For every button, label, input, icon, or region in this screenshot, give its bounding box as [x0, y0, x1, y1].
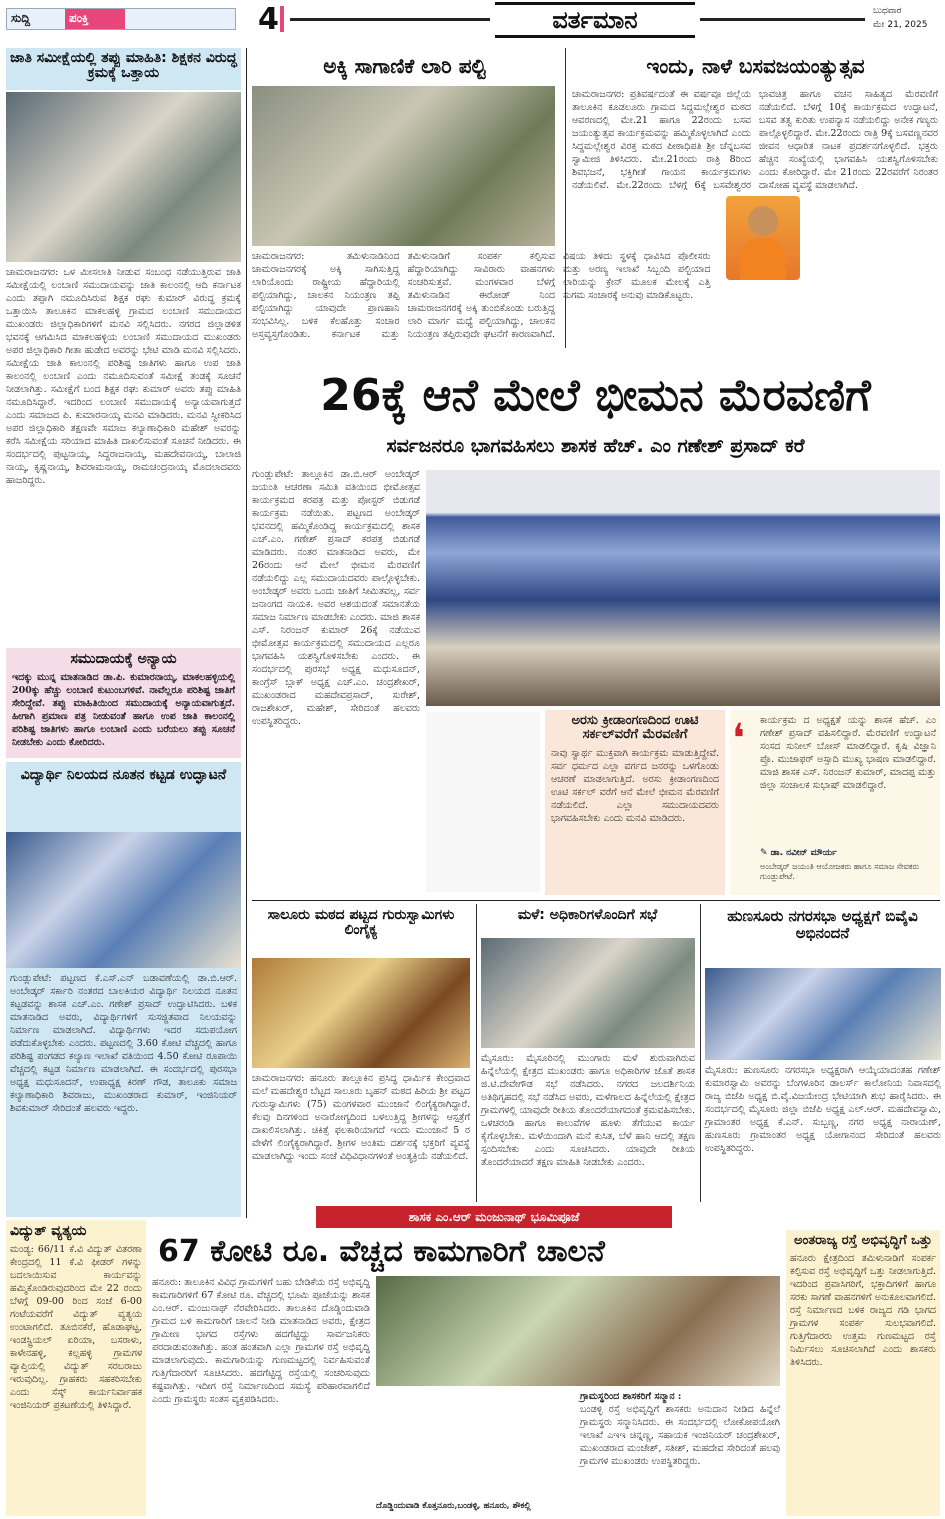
saluru-headline: ಸಾಲೂರು ಮಠದ ಪಟ್ಟದ ಗುರುಸ್ವಾಮಿಗಳು ಲಿಂಗೈಕ್ಯ — [267, 907, 455, 939]
section-left: ಸುದ್ದಿ — [11, 11, 31, 25]
rice-lorry-photo — [252, 86, 555, 246]
works-sub-lead: ಗ್ರಾಮಸ್ಥರಿಂದ ಶಾಸಕರಿಗೆ ಸನ್ಮಾನ : — [580, 1391, 682, 1402]
saluru-article — [252, 904, 470, 1202]
procession-headline: ಅರಸು ಕ್ರೀಡಾಂಗಣದಿಂದ ಊಟಿ ಸರ್ಕಲ್‌ವರೆಗೆ ಮೆರವಣಿಗೆ — [571, 713, 699, 743]
issue-date: ಮೇ 21, 2025 — [873, 20, 928, 30]
quote-role: ಅಂಬೇಡ್ಕರ್ ಜಯಂತಿ ಆಯೋಜಕರು ಹಾಗೂ ಸಮಾಜ ಸೇವಕರು ಗುಂಡ್ಲುಪೇಟೆ. — [760, 862, 920, 881]
quote-box — [730, 710, 940, 895]
hostel-body: ಗುಂಡ್ಲುಪೇಟೆ: ಪಟ್ಟಣದ ಕೆ.ಎಸ್.ಎನ್ ಬಡಾವಣೆಯಲ್ಲಿ ಡಾ.ಬಿ.ಆರ್. ಅಂಬೇಡ್ಕರ್ ಸರ್ಕಾರಿ ನಂತರದ ಬಾಲಕಿಯರ ವಿದ್ಯಾರ್ಥಿ ನಿಲಯದ ನೂತನ ಕಟ್ಟಡವನ್ನು ಶಾಸಕ ಎಚ್.ಎಂ. ಗಣೇಶ್ ಪ್ರಸಾದ್ ಉದ್ಘಾಟಿಸಿದರು. ಬಳಿಕ ಮಾತನಾಡಿದ ಅವರು, ವಿದ್ಯಾರ್ಥಿಗಳಿಗೆ ಸುಸಜ್ಜಿತವಾದ ನಿಲಯವನ್ನು ನಿರ್ಮಾಣ ಮಾಡಲಾಗಿದೆ. ವಿದ್ಯಾರ್ಥಿಗಳು ಇದರ ಸದುಪಯೋಗ ಪಡೆದುಕೊಳ್ಳಬೇಕು ಎಂದರು. ಪಟ್ಟಣದಲ್ಲಿ 3.60 ಕೋಟಿ ವೆಚ್ಚದಲ್ಲಿ ಹಾಗೂ ಪರಿಶಿಷ್ಟ ಪಂಗಡದ ಕಲ್ಯಾಣ ಇಲಾಖೆ ವತಿಯಿಂದ 4.50 ಕೋಟಿ ರೂಪಾಯಿ ವೆಚ್ಚದಲ್ಲಿ ಕಟ್ಟಡ ನಿರ್ಮಾಣ ಮಾಡಲಾಗಿದೆ. ಈ ಸಂದರ್ಭದಲ್ಲಿ ಪುರಸಭಾ ಅಧ್ಯಕ್ಷ ಮಧುಸೂದನ್, ಉಪಾಧ್ಯಕ್ಷ ಕಿರಣ್ ಗೌಡ, ತಾಲೂಕು ಸಮಾಜ ಕಲ್ಯಾಣಾಧಿಕಾರಿ ಶಿವರಾಜು, ಮುಖಂಡರಾದ ಕುಮಾರ್, ಇಂಜಿನಿಯರ್ ಶಿವಕುಮಾರ್ ಸೇರಿದಂತೆ ಹಲವರು ಇದ್ದರು. — [10, 973, 237, 1114]
masthead — [0, 0, 945, 44]
interstate-road-headline: ಅಂತರಾಜ್ಯ ರಸ್ತೆ ಅಭಿವೃದ್ಧಿಗೆ ಒತ್ತು — [793, 1233, 933, 1248]
section-right: ಪಂಕ್ತಿ — [65, 9, 125, 29]
works-photo — [376, 1276, 780, 1386]
interstate-road-box — [786, 1230, 940, 1516]
rain-photo — [481, 938, 695, 1048]
community-injustice-box — [6, 648, 241, 758]
hunsur-photo — [705, 968, 941, 1060]
rain-article — [476, 904, 694, 1202]
paper-name: ವರ್ತಮಾನ — [495, 2, 695, 38]
bhima-poster-photo — [426, 470, 940, 706]
caste-survey-photo — [6, 92, 241, 262]
quote-text: ಕಾರ್ಯಕ್ರಮ ದ ಅಧ್ಯಕ್ಷತೆ ಯನ್ನು ಶಾಸಕ ಹೆಚ್. ಎಂ ಗಣೇಶ್ ಪ್ರಸಾದ್ ವಹಿಸಲಿದ್ದಾರೆ. ಮೆರವಣಿಗೆ ಉದ್ಘಾಟನೆ ಸಂಸದ ಸುನೀಲ್ ಬೋಸ್ ಮಾಡಲಿದ್ದಾರೆ. ಕೃಷಿ ವಿಜ್ಞಾನಿ ಪ್ರೊ. ಮುಜಾಫರ್ ಅಸ್ಸಾದಿ ಮುಖ್ಯ ಭಾಷಣ ಮಾಡಲಿದ್ದಾರೆ. ಮಾಜಿ ಶಾಸಕ ಎಸ್. ನಿರಂಜನ್ ಕುಮಾರ್, ಮಾದಪ್ಪ ಮತ್ತು ಜಿಲ್ಲಾ ಸಂಚಾಲಕ ಸುಭಾಷ್ ಮಾಡಲಿದ್ದಾರೆ. — [760, 715, 936, 791]
quote-mark: ❛ — [732, 716, 745, 762]
works-body-bold: ದೊಡ್ಡಿಂದುವಾಡಿ ಕೊತ್ತನೂರು,ಬಂಡಳ್ಳಿ, ಹನೂರು, ಶೌಕಲ್ಲಿ — [376, 1501, 531, 1511]
rice-lorry-headline: ಅಕ್ಕಿ ಸಾಗಾಣಿಕೆ ಲಾರಿ ಪಲ್ಟಿ — [323, 54, 486, 78]
caste-survey-body: ಚಾಮರಾಜನಗರ: ಒಳ ಮೀಸಲಾತಿ ನೀಡುವ ಸಂಬಂಧ ನಡೆಯುತ್ತಿರುವ ಜಾತಿ ಸಮೀಕ್ಷೆಯಲ್ಲಿ ಲಂಬಾಣಿ ಸಮುದಾಯವನ್ನು ಜಾತಿ ಕಾಲಂನಲ್ಲಿ ಆದಿ ಕರ್ನಾಟಕ ಎಂದು ತಪ್ಪಾಗಿ ನಮೂದಿಸಿರುವ ಶಿಕ್ಷಕ ರಘು ಕುಮಾರ್ ವಿರುದ್ಧ ಕ್ರಮಕ್ಕೆ ಒತ್ತಾಯಿಸಿ ತಾಲೂಕಿನ ಮಾಕಲಹಳ್ಳಿ ಗ್ರಾಮದ ಲಂಬಾಣಿ ಸಮುದಾಯದ ಮುಖಂಡರು ಜಿಲ್ಲಾಧಿಕಾರಿಗಳಿಗೆ ಮನವಿ ಸಲ್ಲಿಸಿದರು. ನಗರದ ಜಿಲ್ಲಾಡಳಿತ ಭವನಕ್ಕೆ ಆಗಮಿಸಿದ ಮಾಕಲಹಳ್ಳಿಯ ಲಂಬಾಣಿ ಸಮುದಾಯದ ಮುಖಂಡರು ಅಪರ ಜಿಲ್ಲಾಧಿಕಾರಿ ಗೀತಾ ಹುಡೇದ ಅವರನ್ನು ಭೇಟಿ ಮಾಡಿ ಮನವಿ ಸಲ್ಲಿಸಿದರು. ಸಮೀಕ್ಷೆಯ ಜಾತಿ ಕಾಲಂನಲ್ಲಿ ಪರಿಶಿಷ್ಟ ಜಾತಿಗಳು ಹಾಗೂ ಉಪ ಜಾತಿ ಕಾಲಂನಲ್ಲಿ ಲಂಬಾಣಿ ಎಂದು ನಮೂದಿಸುವಂತೆ ಸಮೀಕ್ಷೆ ತಂಡಕ್ಕೆ ಸೂಚನೆ ನೀಡಲಾಗಿತ್ತು. ಸಮೀಕ್ಷೆಗೆ ಬಂದ ಶಿಕ್ಷಕ ರಘು ಕುಮಾರ್ ಅವರು ತಪ್ಪು ಮಾಹಿತಿ ನಮೂದಿಸಿದ್ದಾರೆ. ಇದರಿಂದ ಲಂಬಾಣಿ ಸಮುದಾಯಕ್ಕೆ ಅನ್ಯಾಯವಾಗುತ್ತದೆ ಎಂದು ಸಮಾಜದ ಪಿ. ಕುಮಾರನಾಯ್ಕ ಮನವಿ ಮಾಡಿದರು. ಮನವಿ ಸ್ವೀಕರಿಸಿದ ಅಪರ ಜಿಲ್ಲಾಧಿಕಾರಿ ತಕ್ಷಣವೇ ಸಮಾಜ ಕಲ್ಯಾಣಾಧಿಕಾರಿ ಮಹೇಶ್ ಅವರನ್ನು ಕರೆಸಿ ಸಮೀಕ್ಷೆಯ ಸರಿಯಾದ ಮಾಹಿತಿ ದಾಖಲಿಸುವಂತೆ ಸೂಚನೆ ನೀಡಿದರು. ಈ ಸಂದರ್ಭದಲ್ಲಿ ಪುಟ್ಟನಾಯ್ಕ, ಸಿದ್ದರಾಜನಾಯ್ಕ, ಮಹದೇವನಾಯ್ಕ, ಬಾಲಾಜಿ ನಾಯ್ಕ, ಕೃಷ್ಣನಾಯ್ಕ, ಶಿವರಾಮನಾಯ್ಕ, ರಾಮಚಂದ್ರನಾಯ್ಕ ಮೊದಲಾದವರು ಹಾಜರಿದ್ದರು. — [6, 267, 241, 486]
community-injustice-body: ಇದಕ್ಕು ಮುನ್ನ ಮಾತನಾಡಿದ ಡಾ.ಪಿ. ಕುಮಾರನಾಯ್ಕ, ಮಾಕಲಹಳ್ಳಿಯಲ್ಲಿ 200ಕ್ಕು ಹೆಚ್ಚು ಲಂಬಾಣಿ ಕುಟುಂಬಗಳಿವೆ. ನಾವೆಲ್ಲರೂ ಪರಿಶಿಷ್ಟ ಜಾತಿಗೆ ಸೇರಿದ್ದೇವೆ. ತಪ್ಪು ಮಾಹಿತಿಯಿಂದ ಸಮುದಾಯಕ್ಕೆ ಅನ್ಯಾಯವಾಗುತ್ತದೆ. ಹೀಗಾಗಿ ಪ್ರಮಾಣ ಪತ್ರ ನೀಡುವಂತೆ ಹಾಗೂ ಉಪ ಜಾತಿ ಕಾಲಂನಲ್ಲಿ ಪರಿಶಿಷ್ಟ ಜಾತಿಗಳು ಹಾಗೂ ಲಂಬಾಣಿ ಎಂದು ಬರೆಯಲು ತಪ್ಪು ಸೂಚನೆ ನೀಡಬೇಕು ಎಂದು ಕೋರಿದರು. — [12, 672, 235, 749]
works-headline: 67 ಕೋಟಿ ರೂ. ವೆಚ್ಚದ ಕಾಮಗಾರಿಗೆ ಚಾಲನೆ — [158, 1234, 605, 1269]
hunsur-headline: ಹುಣಸೂರು ನಗರಸಭಾ ಅಧ್ಯಕ್ಷಗೆ ಬಿವೈವಿ ಅಭಿನಂದನೆ — [727, 907, 918, 942]
works-sub — [580, 1390, 780, 1516]
caste-survey-article — [6, 48, 241, 648]
procession-body: ನಾವು ಸ್ವಾರ್ಥ ಮುಕ್ತವಾಗಿ ಕಾರ್ಯಕ್ರಮ ಮಾಡುತ್ತಿದ್ದೇವೆ. ಸರ್ವ ಧರ್ಮದ ಎಲ್ಲಾ ವರ್ಗದ ಜನರನ್ನು ಒಳಗೊಂಡು ಆಚರಣೆ ಮಾಡಲಾಗುತ್ತಿದೆ. ಅರಸು ಕ್ರೀಡಾಂಗಣದಿಂದ ಊಟಿ ಸರ್ಕಲ್ ವರೆಗೆ ಆನೆ ಮೇಲೆ ಭೀಮನ ಮೆರವಣಿಗೆ ನಡೆಯಲಿದೆ. ಎಲ್ಲಾ ಸಮುದಾಯದವರು ಭಾಗವಹಿಸಬೇಕು ಎಂದು ಮನವಿ ಮಾಡಿದರು. — [551, 747, 719, 824]
hostel-photo — [6, 832, 241, 968]
rice-lorry-body: ಚಾಮರಾಜನಗರ: ತಮಿಳುನಾಡಿನಿಂದ ಚಾಮರಾಜನಗರಕ್ಕೆ ಅಕ್ಕಿ ಸಾಗಿಸುತ್ತಿದ್ದ ಲಾರಿಯೊಂದು ರಾಷ್ಟ್ರೀಯ ಹೆದ್ದಾರಿಯಲ್ಲಿ ಪಲ್ಟಿಯಾಗಿದ್ದು, ಚಾಲಕನ ನಿಯಂತ್ರಣ ತಪ್ಪಿ ಪಲ್ಟಿಯಾಗಿದ್ದು ಯಾವುದೇ ಪ್ರಾಣಹಾನಿ ಸಂಭವಿಸಿಲ್ಲ. ಬಳಿಕ ಕೆಲಹೊತ್ತು ಸಂಚಾರ ಅಸ್ತವ್ಯಸ್ತಗೊಂಡಿತು. ಕರ್ನಾಟಕ ಮತ್ತು ತಮಿಳುನಾಡಿಗೆ ಸಂಪರ್ಕ ಕಲ್ಪಿಸುವ ಹೆದ್ದಾರಿಯಾಗಿದ್ದು ಸಾವಿರಾರು ವಾಹನಗಳು ಸಂಚರಿಸುತ್ತವೆ. ಮಂಗಳವಾರ ಬೆಳಗ್ಗೆ ತಮಿಳುನಾಡಿನ ಈರೋಡ್ ನಿಂದ ಚಾಮರಾಜನಗರಕ್ಕೆ ಅಕ್ಕಿ ತುಂಬಿಕೊಂಡು ಬರುತ್ತಿದ್ದ ಲಾರಿ ಮಾರ್ಗ ಮಧ್ಯೆ ಪಲ್ಟಿಯಾಗಿದ್ದು, ಚಾಲಕನ ನಿಯಂತ್ರಣ ತಪ್ಪಿರುವುದೇ ಘಟನೆಗೆ ಕಾರಣವಾಗಿದೆ. ವಿಷಯ ತಿಳಿದು ಸ್ಥಳಕ್ಕೆ ಧಾವಿಸಿದ ಪೊಲೀಸರು ಮತ್ತು ಅರಣ್ಯ ಇಲಾಖೆ ಸಿಬ್ಬಂದಿ ಪಲ್ಟಿಯಾದ ಲಾರಿಯನ್ನು ಕ್ರೇನ್ ಮೂಲಕ ಮೇಲಕ್ಕೆ ಎತ್ತಿ ಸುಗಮ ಸಂಚಾರಕ್ಕೆ ಅನುವು ಮಾಡಿಕೊಟ್ಟರು. — [252, 251, 711, 340]
column-rule — [246, 48, 247, 1218]
section-tag — [6, 8, 236, 30]
hostel-article — [6, 762, 241, 1217]
saluru-body: ಚಾಮರಾಜನಗರ: ಹನೂರು ತಾಲ್ಲೂಕಿನ ಪ್ರಸಿದ್ಧ ಧಾರ್ಮಿಕ ಕೇಂದ್ರವಾದ ಮಲೆ ಮಹದೇಶ್ವರ ಬೆಟ್ಟದ ಸಾಲೂರು ಬೃಹನ್ ಮಠದ ಹಿರಿಯ ಶ್ರೀ ಪಟ್ಟದ ಗುರುಸ್ವಾಮಿಗಳು (75) ಮಂಗಳವಾರ ಮುಂಜಾನೆ ಲಿಂಗೈಕ್ಯರಾಗಿದ್ದಾರೆ. ಕೆಲವು ದಿನಗಳಿಂದ ಅನಾರೋಗ್ಯದಿಂದ ಬಳಲುತ್ತಿದ್ದ ಶ್ರೀಗಳನ್ನು ಆಸ್ಪತ್ರೆಗೆ ದಾಖಲಿಸಲಾಗಿತ್ತು. ಚಿಕಿತ್ಸೆ ಫಲಕಾರಿಯಾಗದೆ ಇಂದು ಮುಂಜಾನೆ 5 ರ ವೇಳೆಗೆ ಲಿಂಗೈಕ್ಯರಾಗಿದ್ದಾರೆ. ಶ್ರೀಗಳ ಅಂತಿಮ ದರ್ಶನಕ್ಕೆ ಭಕ್ತರಿಗೆ ವ್ಯವಸ್ಥೆ ಮಾಡಲಾಗಿದ್ದು ಇಂದು ಸಂಜೆ ವಿಧಿವಿಧಾನಗಳಂತೆ ಅಂತ್ಯಕ್ರಿಯೆ ನಡೆಯಲಿದೆ. — [252, 1073, 470, 1162]
rain-headline: ಮಳೆ: ಅಧಿಕಾರಿಗಳೊಂದಿಗೆ ಸಭೆ — [517, 907, 658, 923]
basava-article — [565, 48, 939, 348]
masthead-rule-right — [700, 18, 865, 21]
hostel-headline: ವಿದ್ಯಾರ್ಥಿ ನಿಲಯದ ನೂತನ ಕಟ್ಟಡ ಉದ್ಘಾಟನೆ — [20, 767, 227, 783]
hunsur-article — [700, 904, 940, 1202]
bhima-subheadline: ಸರ್ವಜನರೂ ಭಾಗವಹಿಸಲು ಶಾಸಕ ಹೆಚ್. ಎಂ ಗಣೇಶ್ ಪ್ರಸಾದ್ ಕರೆ — [386, 435, 805, 457]
page-number-bar — [280, 6, 284, 32]
power-headline: ವಿದ್ಯುತ್ ವ್ಯತ್ಯಯ — [10, 1223, 87, 1239]
rain-body: ಮೈಸೂರು: ಮೈಸೂರಿನಲ್ಲಿ ಮುಂಗಾರು ಮಳೆ ಶುರುವಾಗಿರುವ ಹಿನ್ನೆಲೆಯಲ್ಲಿ ಕ್ಷೇತ್ರದ ಮುಖಂಡರು ಹಾಗೂ ಅಧಿಕಾರಿಗಳ ಜೊತೆ ಶಾಸಕ ಜಿ.ಟಿ.ದೇವೇಗೌಡ ಸಭೆ ನಡೆಸಿದರು. ನಗರದ ಜಲದರ್ಶಿನಿಯ ಅತಿಥಿಗೃಹದಲ್ಲಿ ಸಭೆ ನಡೆಸಿದ ಅವರು, ಮಳೆಗಾಲದ ಹಿನ್ನೆಲೆಯಲ್ಲಿ ಕ್ಷೇತ್ರದ ಗ್ರಾಮಗಳಲ್ಲಿ ಯಾವುದೇ ರೀತಿಯ ತೊಂದರೆಯಾಗದಂತೆ ಕ್ರಮವಹಿಸಬೇಕು. ಒಳಚರಂಡಿ ಹಾಗೂ ಕಾಲುವೆಗಳ ಹೂಳು ತೆಗೆಯುವ ಕಾರ್ಯ ಕೈಗೊಳ್ಳಬೇಕು. ಮಳೆಯಿಂದಾಗಿ ಮನೆ ಕುಸಿತ, ಬೆಳೆ ಹಾನಿ ಆದಲ್ಲಿ ತಕ್ಷಣ ಸ್ಪಂದಿಸಬೇಕು ಎಂದು ಸೂಚಿಸಿದರು. ಯಾವುದೇ ರೀತಿಯ ತೊಂದರೆಯಾದರೆ ತಕ್ಷಣ ಮಾಹಿತಿ ನೀಡಬೇಕು ಎಂದರು. — [481, 1053, 695, 1168]
works-sub-body: ಬಂಡಳ್ಳಿ ರಸ್ತೆ ಅಭಿವೃದ್ಧಿಗೆ ಶಾಸಕರು ಅನುದಾನ ನೀಡಿದ ಹಿನ್ನೆಲೆ ಗ್ರಾಮಸ್ಥರು ಸನ್ಮಾನಿಸಿದರು. ಈ ಸಂದರ್ಭದಲ್ಲಿ ಲೋಕೋಪಯೋಗಿ ಇಲಾಖೆ ಎಇಇ ಚಿನ್ನಣ್ಣ, ಸಹಾಯಕ ಇಂಜಿನಿಯರ್ ಚಂದ್ರಶೇಖರ್, ಮುಖಂಡರಾದ ಮಂಜೇಶ್, ಸತೀಶ್, ಮಹದೇವ ಸೇರಿದಂತೆ ಹಲವು ಗ್ರಾಮಗಳ ಮುಖಂಡರು ಉಪಸ್ಥಿತರಿದ್ದರು. — [580, 1404, 780, 1467]
works-body-cont — [376, 1390, 576, 1500]
basava-headline: ಇಂದು, ನಾಳೆ ಬಸವಜಯಂತ್ಯುತ್ಸವ — [646, 54, 865, 78]
issue-day: ಬುಧವಾರ — [873, 6, 902, 16]
community-injustice-headline: ಸಮುದಾಯಕ್ಕೆ ಅನ್ಯಾಯ — [70, 651, 177, 667]
saluru-photo — [252, 958, 470, 1068]
works-body: ಹನೂರು: ತಾಲೂಕಿನ ವಿವಿಧ ಗ್ರಾಮಗಳಿಗೆ ಬಹು ಬೇಡಿಕೆಯ ರಸ್ತೆ ಅಭಿವೃದ್ಧಿ ಕಾಮಗಾರಿಗಳಿಗೆ 67 ಕೋಟಿ ರೂ. ವೆಚ್ಚದಲ್ಲಿ ಭೂಮಿ ಪೂಜೆಯನ್ನು ಶಾಸಕ ಎಂ.ಆರ್. ಮಂಜುನಾಥ್ ನೆರವೇರಿಸಿದರು. ತಾಲೂಕಿನ ದೊಡ್ಡಿಂದುವಾಡಿ ಗ್ರಾಮದ ಬಳಿ ಕಾಮಗಾರಿಗೆ ಚಾಲನೆ ನೀಡಿ ಮಾತನಾಡಿದ ಅವರು, ಕ್ಷೇತ್ರದ ಗ್ರಾಮೀಣ ಭಾಗದ ರಸ್ತೆಗಳು ಹದಗೆಟ್ಟಿದ್ದು ಸಾರ್ವಜನಿಕರು ಪರದಾಡುವಂತಾಗಿತ್ತು. ಹಂತ ಹಂತವಾಗಿ ಎಲ್ಲಾ ಗ್ರಾಮಗಳ ರಸ್ತೆ ಅಭಿವೃದ್ಧಿ ಮಾಡಲಾಗುವುದು. ಕಾಮಗಾರಿಯನ್ನು ಗುಣಮಟ್ಟದಲ್ಲಿ ನಿರ್ವಹಿಸುವಂತೆ ಗುತ್ತಿಗೆದಾರರಿಗೆ ಸೂಚಿಸಿದರು. ಹದಗೆಟ್ಟಿದ್ದ ರಸ್ತೆಯಲ್ಲಿ ಸಂಚರಿಸುವುದು ಕಷ್ಟವಾಗಿತ್ತು. ಇದೀಗ ರಸ್ತೆ ನಿರ್ಮಾಣದಿಂದ ಸಮಸ್ಯೆ ಪರಿಹಾರವಾಗಲಿದೆ ಎಂದು ಗ್ರಾಮಸ್ಥರು ಸಂತಸ ವ್ಯಕ್ತಪಡಿಸಿದರು. — [152, 1277, 370, 1405]
hunsur-body: ಮೈಸೂರು: ಹುಣಸೂರು ನಗರಸಭಾ ಅಧ್ಯಕ್ಷರಾಗಿ ಆಯ್ಕೆಯಾದಂತಹ ಗಣೇಶ್ ಕುಮಾರಸ್ವಾಮಿ ಅವರನ್ನು ಬೆಂಗಳೂರಿನ ಡಾಲರ್ಸ್ ಕಾಲೋನಿಯ ನಿವಾಸದಲ್ಲಿ ರಾಜ್ಯ ಬಿಜೆಪಿ ಅಧ್ಯಕ್ಷ ಬಿ.ವೈ.ವಿಜಯೇಂದ್ರ ಭೇಟಿಯಾಗಿ ಶುಭ ಹಾರೈಸಿದರು. ಈ ಸಂದರ್ಭದಲ್ಲಿ ಮೈಸೂರು ಜಿಲ್ಲಾ ಬಿಜೆಪಿ ಅಧ್ಯಕ್ಷ ಎಲ್.ಆರ್. ಮಹದೇವಸ್ವಾಮಿ, ಗ್ರಾಮಾಂತರ ಅಧ್ಯಕ್ಷ ಕೆ.ಎನ್. ಸುಬ್ಬಣ್ಣ, ನಗರ ಅಧ್ಯಕ್ಷ ನಾರಾಯಣ್, ಹುಣಸೂರು ಗ್ರಾಮಾಂತರ ಅಧ್ಯಕ್ಷ ಯೋಗಾನಂದ ಸೇರಿದಂತೆ ಹಲವರು ಉಪಸ್ಥಿತರಿದ್ದರು. — [705, 1065, 941, 1154]
caste-survey-headline: ಜಾತಿ ಸಮೀಕ್ಷೆಯಲ್ಲಿ ತಪ್ಪು ಮಾಹಿತಿ: ಶಿಕ್ಷಕನ ವಿರುದ್ಧ ಕ್ರಮಕ್ಕೆ ಒತ್ತಾಯ — [10, 50, 237, 82]
bhima-body: ಗುಂಡ್ಲುಪೇಟೆ: ತಾಲ್ಲೂಕಿನ ಡಾ.ಬಿ.ಆರ್ ಅಂಬೇಡ್ಕರ್ ಜಯಂತಿ ಆಚರಣಾ ಸಮಿತಿ ವತಿಯಿಂದ ಭೀಮೋತ್ಸವ ಕಾರ್ಯಕ್ರಮದ ಕರಪತ್ರ ಮತ್ತು ಪೋಸ್ಟರ್ ಬಿಡುಗಡೆ ಕಾರ್ಯಕ್ರಮ ನಡೆಯಿತು. ಪಟ್ಟಣದ ಅಂಬೇಡ್ಕರ್ ಭವನದಲ್ಲಿ ಹಮ್ಮಿಕೊಂಡಿದ್ದ ಕಾರ್ಯಕ್ರಮದಲ್ಲಿ ಶಾಸಕ ಎಚ್.ಎಂ. ಗಣೇಶ್ ಪ್ರಸಾದ್ ಕರಪತ್ರ ಬಿಡುಗಡೆ ಮಾಡಿದರು. ನಂತರ ಮಾತನಾಡಿದ ಅವರು, ಮೇ 26ರಂದು ಆನೆ ಮೇಲೆ ಭೀಮನ ಮೆರವಣಿಗೆ ನಡೆಯಲಿದ್ದು ಎಲ್ಲ ಸಮುದಾಯದವರು ಪಾಲ್ಗೊಳ್ಳಬೇಕು. ಅಂಬೇಡ್ಕರ್ ಅವರು ಒಂದು ಜಾತಿಗೆ ಸೀಮಿತವಲ್ಲ, ಸರ್ವ ಜನಾಂಗದ ನಾಯಕ. ಅವರ ಆಶಯದಂತೆ ಸಮಾನತೆಯ ಸಮಾಜ ನಿರ್ಮಾಣ ಮಾಡಬೇಕು ಎಂದರು. ಮಾಜಿ ಶಾಸಕ ಎಸ್. ನಿರಂಜನ್ ಕುಮಾರ್ 26ಕ್ಕೆ ನಡೆಯುವ ಭೀಮೋತ್ಸವ ಕಾರ್ಯಕ್ರಮದಲ್ಲಿ ಸಮುದಾಯದ ಎಲ್ಲರೂ ಭಾಗವಹಿಸಿ ಯಶಸ್ವಿಗೊಳಿಸಬೇಕು ಎಂದರು. ಈ ಸಂದರ್ಭದಲ್ಲಿ ಪುರಸಭೆ ಅಧ್ಯಕ್ಷ ಮಧುಸೂದನ್, ಕಾಂಗ್ರೆಸ್ ಬ್ಲಾಕ್ ಅಧ್ಯಕ್ಷ ಎಚ್.ಎಂ. ಚಂದ್ರಶೇಖರ್, ಮುಖಂಡರಾದ ಮಹದೇವಪ್ರಸಾದ್, ಸುರೇಶ್, ರಾಜಶೇಖರ್, ಮಹೇಶ್, ಸೇರಿದಂತೆ ಹಲವರು ಉಪಸ್ಥಿತರಿದ್ದರು. — [252, 469, 420, 727]
bhima-body-cont — [426, 712, 540, 892]
interstate-road-body: ಹನೂರು ಕ್ಷೇತ್ರದಿಂದ ತಮಿಳುನಾಡಿಗೆ ಸಂಪರ್ಕ ಕಲ್ಪಿಸುವ ರಸ್ತೆ ಅಭಿವೃದ್ಧಿಗೆ ಒತ್ತು ನೀಡಲಾಗುತ್ತಿದೆ. ಇದರಿಂದ ಪ್ರವಾಸಿಗರಿಗೆ, ಭಕ್ತಾದಿಗಳಿಗೆ ಹಾಗೂ ಸರಕು ಸಾಗಣೆ ವಾಹನಗಳಿಗೆ ಅನುಕೂಲವಾಗಲಿದೆ. ರಸ್ತೆ ನಿರ್ಮಾಣದ ಬಳಿಕ ರಾಜ್ಯದ ಗಡಿ ಭಾಗದ ಗ್ರಾಮಗಳ ಸಂಪರ್ಕ ಸುಲಭವಾಗಲಿದೆ. ಗುತ್ತಿಗೆದಾರರು ಉತ್ತಮ ಗುಣಮಟ್ಟದ ರಸ್ತೆ ನಿರ್ಮಿಸಲು ಸೂಚಿಸಲಾಗಿದೆ ಎಂದು ಶಾಸಕರು ತಿಳಿಸಿದರು. — [790, 1253, 936, 1369]
masthead-rule-left — [290, 18, 490, 21]
power-article — [6, 1220, 146, 1516]
bhima-headline: 26ಕ್ಕೆ ಆನೆ ಮೇಲೆ ಭೀಮನ ಮೆರವಣಿಗೆ — [320, 370, 871, 421]
page-number: 4 — [258, 2, 279, 37]
basava-body: ಚಾಮರಾಜನಗರ: ಪ್ರತಿವರ್ಷದಂತೆ ಈ ವರ್ಷವೂ ಜಿಲ್ಲೆಯ ತಾಲೂಕಿನ ಕೂಡಲೂರು ಗ್ರಾಮದ ಸಿದ್ದಮಲ್ಲೇಶ್ವರ ಮಠದ ಆವರಣದಲ್ಲಿ ಮೇ.21 ಹಾಗೂ 22ರಂದು ಬಸವ ಜಯಂತ್ಯುತ್ಸವ ಕಾರ್ಯಕ್ರಮವನ್ನು ಹಮ್ಮಿಕೊಳ್ಳಲಾಗಿದೆ ಎಂದು ಸಿದ್ದಮಲ್ಲೇಶ್ವರ ವಿರಕ್ತ ಮಠದ ಪೀಠಾಧಿಪತಿ ಶ್ರೀ ಚೆನ್ನಬಸವ ಸ್ವಾಮೀಜಿ ತಿಳಿಸಿದರು. ಮೇ.21ರಂದು ರಾತ್ರಿ 8ರಿಂದ ಶಿವಭಜನೆ, ಭಕ್ತಿಗೀತೆ ಗಾಯನ ಕಾರ್ಯಕ್ರಮಗಳು ನಡೆಯಲಿವೆ. ಮೇ.22ರಂದು ಬೆಳಗ್ಗೆ 6ಕ್ಕೆ ಬಸವೇಶ್ವರರ ಭಾವಚಿತ್ರ ಹಾಗೂ ವಚನ ಸಾಹಿತ್ಯದ ಮೆರವಣಿಗೆ ನಡೆಯಲಿದೆ. ಬೆಳಗ್ಗೆ 10ಕ್ಕೆ ಕಾರ್ಯಕ್ರಮದ ಉದ್ಘಾಟನೆ, ಬಸವ ತತ್ವ ಕುರಿತು ಉಪನ್ಯಾಸ ನಡೆಯಲಿದ್ದು ಅನೇಕ ಗಣ್ಯರು ಪಾಲ್ಗೊಳ್ಳಲಿದ್ದಾರೆ. ಮೇ.22ರಂದು ರಾತ್ರಿ 9ಕ್ಕೆ ಬಸವಣ್ಣನವರ ಜೀವನ ಆಧಾರಿತ ನಾಟಕ ಪ್ರದರ್ಶನಗೊಳ್ಳಲಿದೆ. ಭಕ್ತರು ಹೆಚ್ಚಿನ ಸಂಖ್ಯೆಯಲ್ಲಿ ಭಾಗವಹಿಸಿ ಯಶಸ್ವಿಗೊಳಿಸಬೇಕು ಎಂದು ಕೋರಿದ್ದಾರೆ. ಮೇ 21ರಂದು 22ರವರೆಗೆ ನಿರಂತರ ದಾಸೋಹ ವ್ಯವಸ್ಥೆ ಮಾಡಲಾಗಿದೆ. — [572, 89, 938, 191]
power-body: ಮಂಡ್ಯ: 66/11 ಕೆ.ವಿ ವಿದ್ಯುತ್ ವಿತರಣಾ ಕೇಂದ್ರದಲ್ಲಿ 11 ಕೆ.ವಿ ಫೀಡರ್ ಗಳನ್ನು ಬದಲಾಯಿಸುವ ಕಾರ್ಯವನ್ನು ಹಮ್ಮಿಕೊಂಡಿರುವುದರಿಂದ ಮೇ 22 ರಂದು ಬೆಳಗ್ಗೆ 09-00 ರಿಂದ ಸಂಜೆ 6-00 ಗಂಟೆಯವರೆಗೆ ವಿದ್ಯುತ್ ವ್ಯತ್ಯಯ ಉಂಟಾಗಲಿದೆ. ತೂಬಿನಕೆರೆ, ಹೊಡಾಘಟ್ಟ, ಇಂಡಸ್ಟ್ರಿಯಲ್ ಏರಿಯಾ, ಬಸರಾಳು, ಕಾಳೇನಹಳ್ಳಿ, ಕಲ್ಲಹಳ್ಳಿ ಗ್ರಾಮಗಳ ವ್ಯಾಪ್ತಿಯಲ್ಲಿ ವಿದ್ಯುತ್ ಸರಬರಾಜು ಇರುವುದಿಲ್ಲ. ಗ್ರಾಹಕರು ಸಹಕರಿಸಬೇಕು ಎಂದು ಸೆಸ್ಕ್ ಕಾರ್ಯನಿರ್ವಾಹಕ ಇಂಜಿನಿಯರ್ ಪ್ರಕಟಣೆಯಲ್ಲಿ ತಿಳಿಸಿದ್ದಾರೆ. — [10, 1244, 142, 1412]
works-banner: ಶಾಸಕ ಎಂ.ಆರ್ ಮಂಜುನಾಥ್ ಭೂಮಿಪೂಜೆ — [316, 1206, 672, 1228]
caste-survey-headline-box — [6, 48, 241, 90]
row-rule — [252, 900, 940, 901]
quote-author: ✎ ಡಾ. ನವೀನ್ ಮೌರ್ಯ — [760, 848, 837, 858]
procession-box — [545, 710, 725, 895]
rice-lorry-article — [252, 48, 711, 348]
